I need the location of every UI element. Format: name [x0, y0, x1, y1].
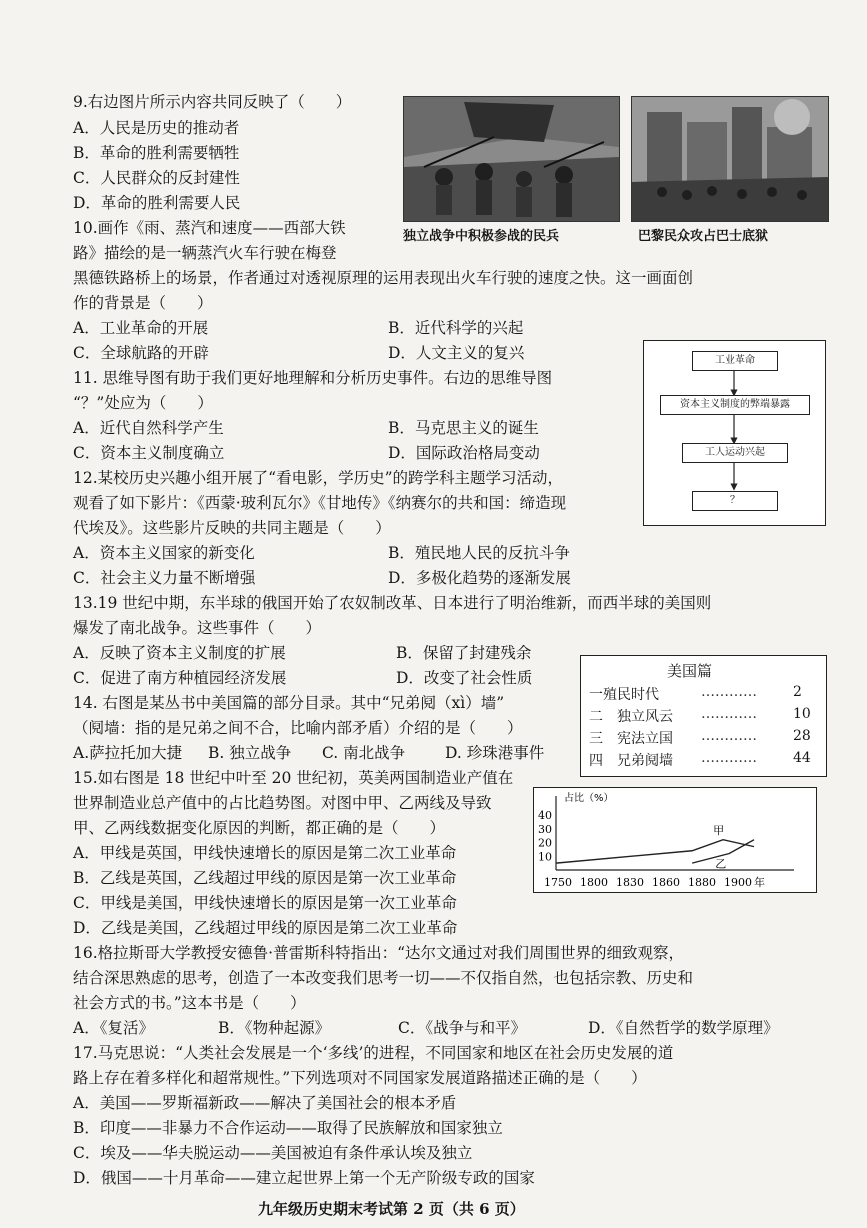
- q13-line-2: 爆发了南北战争。这些事件（ ）: [73, 619, 322, 637]
- page-footer: 九年级历史期末考试第 2 页（共 6 页）: [258, 1200, 525, 1218]
- q14-option-a: A.萨拉托加大捷: [73, 744, 183, 762]
- q10-option-b: B．近代科学的兴起: [388, 319, 524, 337]
- q16-option-d: D．《自然哲学的数学原理》: [588, 1019, 779, 1037]
- q17-option-d: D．俄国——十月革命——建立起世界上第一个无产阶级专政的国家: [73, 1169, 535, 1187]
- q15-option-c: C．甲线是美国，甲线快速增长的原因是第一次工业革命: [73, 894, 457, 912]
- toc-box: [580, 655, 827, 777]
- q12-line-1: 12.某校历史兴趣小组开展了“看电影，学历史”的跨学科主题学习活动，: [73, 469, 564, 487]
- x-tick-label: 年: [754, 876, 765, 889]
- q17-line-2: 路上存在着多样化和超常规性。”下列选项对不同国家发展道路描述正确的是（ ）: [73, 1069, 647, 1087]
- mindmap-node-1: 工业革命: [692, 351, 778, 371]
- q15-option-a: A．甲线是英国，甲线快速增长的原因是第二次工业革命: [73, 844, 457, 862]
- q11-line-1: 11. 思维导图有助于我们更好地理解和分析历史事件。右边的思维导图: [73, 369, 553, 387]
- q16-option-b: B．《物种起源》: [218, 1019, 331, 1037]
- x-tick-label: 1880: [688, 876, 716, 889]
- toc-label-3: 三 宪法立国: [589, 731, 673, 747]
- q14-line-1: 14. 右图是某丛书中美国篇的部分目录。其中“兄弟阋（xì）墙”: [73, 694, 505, 712]
- q11-line-2: “？”处应为（ ）: [73, 394, 213, 412]
- q15-option-d: D．乙线是美国，乙线超过甲线的原因是第二次工业革命: [73, 919, 458, 937]
- q16-line-3: 社会方式的书。”这本书是（ ）: [73, 994, 306, 1012]
- q10-line-1: 10.画作《雨、蒸汽和速度——西部大铁: [73, 219, 346, 237]
- q11-option-d: D．国际政治格局变动: [388, 444, 540, 462]
- y-tick-label: 30: [538, 822, 552, 836]
- q13-option-a: A．反映了资本主义制度的扩展: [73, 644, 286, 662]
- q11-option-c: C．资本主义制度确立: [73, 444, 225, 462]
- y-tick-label: 10: [538, 850, 552, 864]
- toc-page-3: 28: [793, 728, 811, 744]
- q12-line-2: 观看了如下影片：《西蒙·玻利瓦尔》《甘地传》《纳赛尔的共和国：缔造现: [73, 494, 567, 512]
- q16-option-c: C．《战争与和平》: [398, 1019, 527, 1037]
- q15-option-b: B．乙线是英国，乙线超过甲线的原因是第一次工业革命: [73, 869, 457, 887]
- mindmap-node-3: 工人运动兴起: [682, 443, 788, 463]
- q9-option-a: A．人民是历史的推动者: [73, 119, 240, 137]
- q17-option-a: A．美国——罗斯福新政——解决了美国社会的根本矛盾: [73, 1094, 457, 1112]
- q16-line-1: 16.格拉斯哥大学教授安德鲁·普雷斯科特指出：“达尔文通过对我们周围世界的细致观察，: [73, 944, 685, 962]
- y-tick-label: 20: [538, 836, 552, 850]
- q14-option-c: C. 南北战争: [322, 744, 406, 762]
- q12-option-a: A．资本主义国家的新变化: [73, 544, 255, 562]
- x-tick-label: 1900: [724, 876, 752, 889]
- q15-line-3: 甲、乙两线数据变化原因的判断，都正确的是（ ）: [73, 819, 446, 837]
- toc-leader-2: …………: [701, 706, 757, 722]
- militia-photo: [403, 96, 620, 222]
- toc-page-4: 44: [793, 750, 811, 766]
- q9-option-b: B．革命的胜利需要牺牲: [73, 144, 240, 162]
- x-tick-label: 1860: [652, 876, 680, 889]
- q10-option-c: C．全球航路的开辟: [73, 344, 209, 362]
- toc-leader-3: …………: [701, 728, 757, 744]
- q9-option-c: C．人民群众的反封建性: [73, 169, 240, 187]
- q10-line-4: 作的背景是（ ）: [73, 294, 213, 312]
- series-label-甲: 甲: [713, 823, 725, 837]
- q9-stem: 9.右边图片所示内容共同反映了（ ）: [73, 93, 352, 111]
- series-label-乙: 乙: [715, 857, 727, 871]
- toc-label-1: 一殖民时代: [589, 687, 659, 703]
- q10-line-2: 路》描绘的是一辆蒸汽火车行驶在梅登: [73, 244, 337, 262]
- mindmap-box: [643, 340, 826, 526]
- q10-option-d: D．人文主义的复兴: [388, 344, 525, 362]
- q11-option-b: B．马克思主义的诞生: [388, 419, 539, 437]
- toc-label-2: 二 独立风云: [589, 709, 673, 725]
- q14-option-d: D. 珍珠港事件: [445, 744, 545, 762]
- q12-option-b: B．殖民地人民的反抗斗争: [388, 544, 570, 562]
- bastille-photo: [631, 96, 829, 222]
- q14-line-2: （阋墙：指的是兄弟之间不合，比喻内部矛盾）介绍的是（ ）: [73, 719, 523, 737]
- bastille-caption: 巴黎民众攻占巴士底狱: [638, 229, 769, 244]
- q17-line-1: 17.马克思说：“人类社会发展是一个‘多线’的进程，不同国家和地区在社会历史发展的道: [73, 1044, 674, 1062]
- q13-option-c: C．促进了南方种植园经济发展: [73, 669, 287, 687]
- q12-option-c: C．社会主义力量不断增强: [73, 569, 256, 587]
- mindmap-node-4: ？: [692, 491, 778, 511]
- q13-line-1: 13.19 世纪中期，东半球的俄国开始了农奴制改革、日本进行了明治维新，而西半球的美国则: [73, 594, 712, 612]
- toc-leader-1: …………: [701, 684, 757, 700]
- x-tick-label: 1750: [544, 876, 572, 889]
- toc-label-4: 四 兄弟阋墙: [589, 753, 673, 769]
- q14-option-b: B. 独立战争: [208, 744, 292, 762]
- militia-caption: 独立战争中积极参战的民兵: [403, 229, 560, 244]
- x-tick-label: 1830: [616, 876, 644, 889]
- q16-option-a: A．《复活》: [73, 1019, 154, 1037]
- share-trend-chart: [534, 788, 816, 892]
- q11-option-a: A．近代自然科学产生: [73, 419, 224, 437]
- q13-option-d: D．改变了社会性质: [396, 669, 533, 687]
- toc-title: 美国篇: [667, 662, 713, 680]
- chart-box: [533, 787, 817, 893]
- q15-line-2: 世界制造业总产值中的占比趋势图。对图中甲、乙两线及导致: [73, 794, 492, 812]
- toc-page-2: 10: [793, 706, 811, 722]
- q15-line-1: 15.如右图是 18 世纪中叶至 20 世纪初，英美两国制造业产值在: [73, 769, 514, 787]
- q17-option-b: B．印度——非暴力不合作运动——取得了民族解放和国家独立: [73, 1119, 503, 1137]
- q12-line-3: 代埃及》。这些影片反映的共同主题是（ ）: [73, 519, 391, 537]
- q12-option-d: D．多极化趋势的逐渐发展: [388, 569, 571, 587]
- q13-option-b: B．保留了封建残余: [396, 644, 532, 662]
- mindmap-node-2: 资本主义制度的弊端暴露: [660, 395, 810, 415]
- q10-option-a: A．工业革命的开展: [73, 319, 209, 337]
- q17-option-c: C．埃及——华夫脱运动——美国被迫有条件承认埃及独立: [73, 1144, 473, 1162]
- q9-option-d: D．革命的胜利需要人民: [73, 194, 241, 212]
- y-tick-label: 40: [538, 809, 552, 822]
- toc-page-1: 2: [793, 684, 802, 700]
- q10-line-3: 黑德铁路桥上的场景，作者通过对透视原理的运用表现出火车行驶的速度之快。这一画面创: [73, 269, 694, 287]
- y-axis-label: 占比（%）: [564, 793, 614, 804]
- q16-line-2: 结合深思熟虑的思考，创造了一本改变我们思考一切——不仅指自然，也包括宗教、历史和: [73, 969, 694, 987]
- x-tick-label: 1800: [580, 876, 608, 889]
- toc-leader-4: …………: [701, 750, 757, 766]
